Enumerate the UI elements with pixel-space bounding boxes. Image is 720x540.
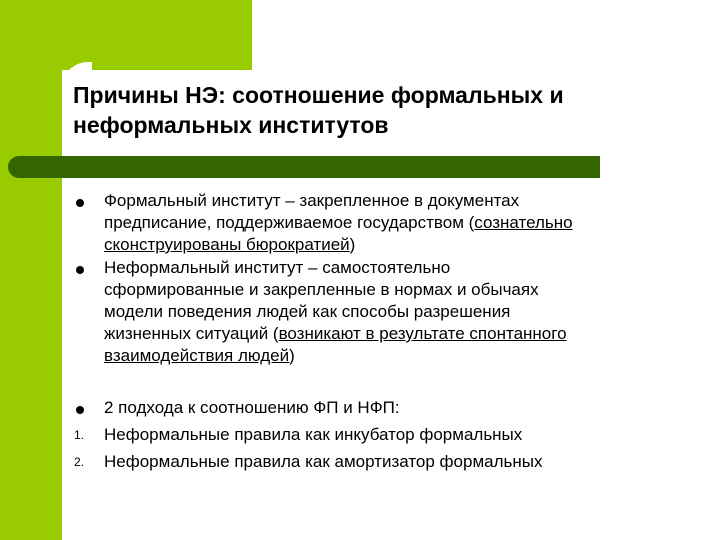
bullet-dot <box>76 406 84 414</box>
text: жизненных ситуаций ( <box>104 324 279 343</box>
bullet-dot <box>76 266 84 274</box>
underlined-text: сознательно <box>474 213 573 232</box>
list-number: 2. <box>74 455 85 469</box>
text-line <box>104 397 674 419</box>
text: Формальный институт – закрепленное в документах <box>104 191 520 210</box>
text-line <box>104 234 674 256</box>
text: сформированные и закрепленные в нормах и обычаях <box>104 280 539 299</box>
text: Неформальный институт – самостоятельно <box>104 258 451 277</box>
bullet-item-formal <box>104 190 674 256</box>
text-line <box>104 345 674 367</box>
bullet-item-approaches <box>104 397 674 419</box>
underlined-text: взаимодействия людей <box>104 346 290 365</box>
text: ) <box>289 346 295 365</box>
text: ) <box>349 235 356 254</box>
numbered-item-1 <box>104 424 674 446</box>
numbered-item-2 <box>104 451 674 473</box>
list-number: 1. <box>74 428 85 442</box>
slide-title-line-2: неформальных институтов <box>73 112 389 138</box>
text: Неформальные правила как инкубатор формальных <box>104 425 523 444</box>
bullet-dot <box>76 199 84 207</box>
text-line <box>104 190 674 212</box>
text-line <box>104 279 674 301</box>
bullet-item-informal <box>104 257 674 367</box>
underlined-text: возникают в результате спонтанного <box>278 324 567 343</box>
underlined-text: сконструированы бюрократией <box>104 235 350 254</box>
text-line <box>104 212 674 234</box>
text: Неформальные правила как амортизатор формальных <box>104 452 543 471</box>
text-line <box>104 301 674 323</box>
text-line <box>104 323 674 345</box>
text: модели поведения людей как способы разрешения <box>104 302 511 321</box>
text-line <box>104 257 674 279</box>
slide-title-line-1: Причины НЭ: соотношение формальных и <box>73 82 564 108</box>
text: предписание, поддерживаемое государством ( <box>104 213 475 232</box>
text: 2 подхода к соотношению ФП и НФП: <box>104 398 400 417</box>
